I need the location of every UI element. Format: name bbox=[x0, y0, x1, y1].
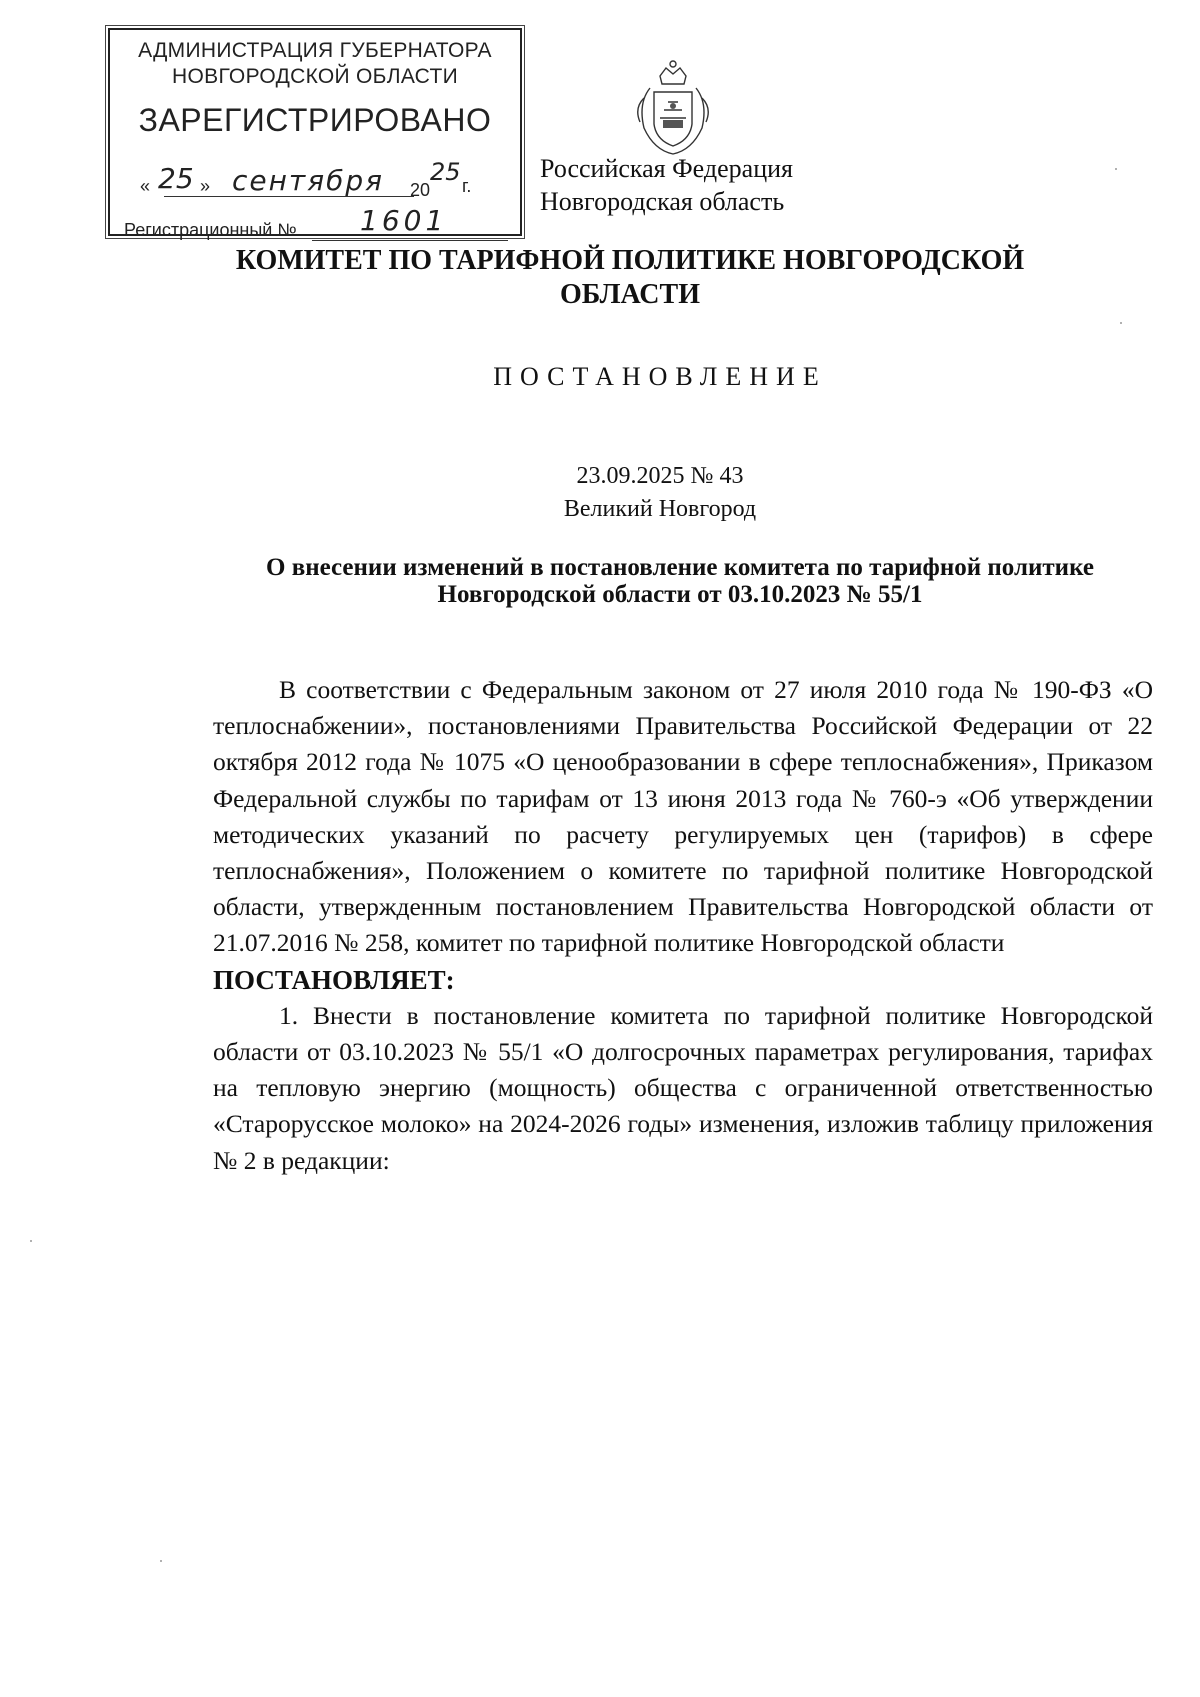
stamp-org-line1: АДМИНИСТРАЦИЯ ГУБЕРНАТОРА bbox=[138, 39, 492, 62]
document-date-block bbox=[0, 460, 1200, 526]
stamp-reg-label: Регистрационный № bbox=[124, 220, 297, 240]
body-item-1: 1. Внести в постановление комитета по тарифной политике Новгородской области от 03.10.2023 № 55/1 «О долгосрочных параметрах регулирования, тарифах на тепловую энергию (мощность) общества с ограниченной ответственностью «Старорусское молоко» на 2024-2026 годы» изменения, изложив таблицу приложения № 2 в редакции: bbox=[213, 1000, 1153, 1175]
stamp-year-prefix: 20 bbox=[410, 180, 431, 200]
header-country: Российская Федерация bbox=[540, 154, 793, 183]
stamp-day: 25 bbox=[158, 162, 194, 195]
stamp-month: сентября bbox=[232, 164, 384, 197]
body-decree: ПОСТАНОВЛЯЕТ: bbox=[213, 964, 455, 995]
stamp-organization bbox=[110, 38, 520, 90]
registration-stamp bbox=[108, 28, 522, 240]
header-region: Новгородская область bbox=[540, 187, 785, 216]
document-city: Великий Новгород bbox=[563, 496, 757, 522]
header-region-block bbox=[540, 152, 793, 218]
stamp-year-suffix: 25 bbox=[430, 158, 461, 186]
scan-speck bbox=[30, 1240, 32, 1242]
coat-of-arms-emblem bbox=[630, 58, 716, 158]
document-body bbox=[213, 672, 1153, 1179]
committee-title: КОМИТЕТ ПО ТАРИФНОЙ ПОЛИТИКЕ НОВГОРОДСКОЙ ОБЛАСТИ bbox=[235, 245, 1025, 310]
stamp-registered: ЗАРЕГИСТРИРОВАНО bbox=[138, 102, 492, 138]
scan-speck bbox=[1120, 322, 1122, 324]
document-subject: О внесении изменений в постановление комитета по тарифной политике Новгородской области от 03.10.2023 № 55/1 bbox=[266, 554, 1094, 608]
document-date-number: 23.09.2025 № 43 bbox=[576, 463, 744, 489]
stamp-year-unit: г. bbox=[462, 176, 472, 196]
document-kind: ПОСТАНОВЛЕНИЕ bbox=[493, 362, 827, 391]
stamp-date: « 25 » сентября 20 25 г. bbox=[140, 158, 472, 200]
stamp-org-line2: НОВГОРОДСКОЙ ОБЛАСТИ bbox=[172, 65, 458, 88]
scan-speck bbox=[160, 1560, 162, 1562]
scan-speck bbox=[1115, 168, 1117, 170]
stamp-reg-line bbox=[124, 204, 448, 241]
body-preamble: В соответствии с Федеральным законом от 27 июля 2010 года № 190-ФЗ «О теплоснабжении», постановлениями Правительства Российской Федерации от 22 октября 2012 года № 1075 «О ценообразовании в сфере теплоснабжения», Приказом Федеральной службы по тарифам от 13 июня 2013 года № 760-э «Об утверждении методических указаний по расчету регулируемых цен (тарифов) в сфере теплоснабжения», Положением о комитете по тарифной политике Новгородской области, утвержденным постановлением Правительства Новгородской области от 21.07.2016 № 258, комитет по тарифной политике Новгородской области bbox=[213, 675, 1153, 958]
stamp-reg-number: 1601 bbox=[360, 204, 448, 237]
